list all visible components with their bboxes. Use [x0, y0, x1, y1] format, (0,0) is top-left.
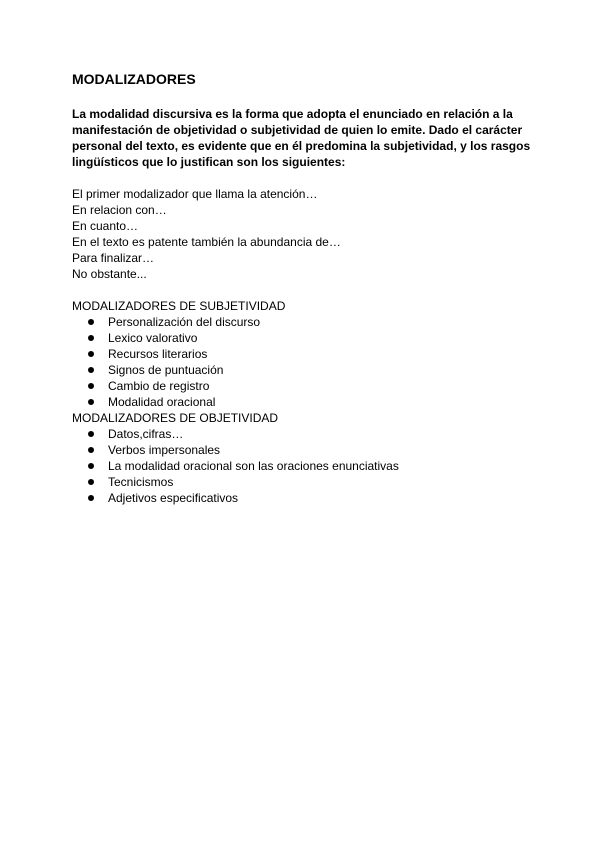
list-item	[72, 378, 542, 394]
list-item	[72, 490, 542, 506]
connector-phrase: Para finalizar…	[72, 251, 155, 265]
bullet-icon	[88, 351, 94, 357]
list-item-text: Modalidad oracional	[108, 395, 216, 409]
list-item	[72, 442, 542, 458]
list-item	[72, 394, 542, 410]
list-item	[72, 330, 542, 346]
list-item	[72, 426, 542, 442]
list-item-text: Personalización del discurso	[108, 315, 261, 329]
bullet-icon	[88, 335, 94, 341]
connector-phrase: En cuanto…	[72, 219, 139, 233]
bullet-icon	[88, 319, 94, 325]
connector-phrase: En el texto es patente también la abundancia de…	[72, 235, 341, 249]
list-item	[72, 458, 542, 474]
list-item-text: La modalidad oracional son las oraciones enunciativas	[108, 459, 399, 473]
list-item-text: Datos,cifras…	[108, 427, 184, 441]
bullet-icon	[88, 495, 94, 501]
subjetividad-list	[72, 314, 542, 410]
bullet-icon	[88, 383, 94, 389]
list-item	[72, 314, 542, 330]
connector-phrase: No obstante...	[72, 267, 147, 281]
list-item-text: Signos de puntuación	[108, 363, 224, 377]
list-item-text: Adjetivos especificativos	[108, 491, 239, 505]
connector-phrase: En relacion con…	[72, 203, 167, 217]
list-item-text: Verbos impersonales	[108, 443, 221, 457]
objetividad-list	[72, 426, 542, 506]
document-page	[72, 70, 542, 506]
bullet-icon	[88, 447, 94, 453]
list-item	[72, 474, 542, 490]
document-title: MODALIZADORES	[72, 71, 196, 87]
list-item	[72, 346, 542, 362]
list-item-text: Cambio de registro	[108, 379, 210, 393]
bullet-icon	[88, 367, 94, 373]
bullet-icon	[88, 399, 94, 405]
connector-phrases-list	[72, 186, 542, 282]
list-item	[72, 362, 542, 378]
connector-phrase: El primer modalizador que llama la atención…	[72, 187, 318, 201]
list-item-text: Recursos literarios	[108, 347, 208, 361]
bullet-icon	[88, 463, 94, 469]
objetividad-heading: MODALIZADORES DE OBJETIVIDAD	[72, 411, 279, 425]
intro-paragraph: La modalidad discursiva es la forma que adopta el enunciado en relación a la manifestación de objetividad o subjetividad de quien lo emite. Dado el carácter personal del texto, es evidente que en él predomina la subjetividad, y los rasgos lingüísticos que lo justifican son los siguientes:	[72, 107, 531, 169]
list-item-text: Lexico valorativo	[108, 331, 198, 345]
bullet-icon	[88, 479, 94, 485]
subjetividad-heading: MODALIZADORES DE SUBJETIVIDAD	[72, 299, 286, 313]
list-item-text: Tecnicismos	[108, 475, 174, 489]
bullet-icon	[88, 431, 94, 437]
